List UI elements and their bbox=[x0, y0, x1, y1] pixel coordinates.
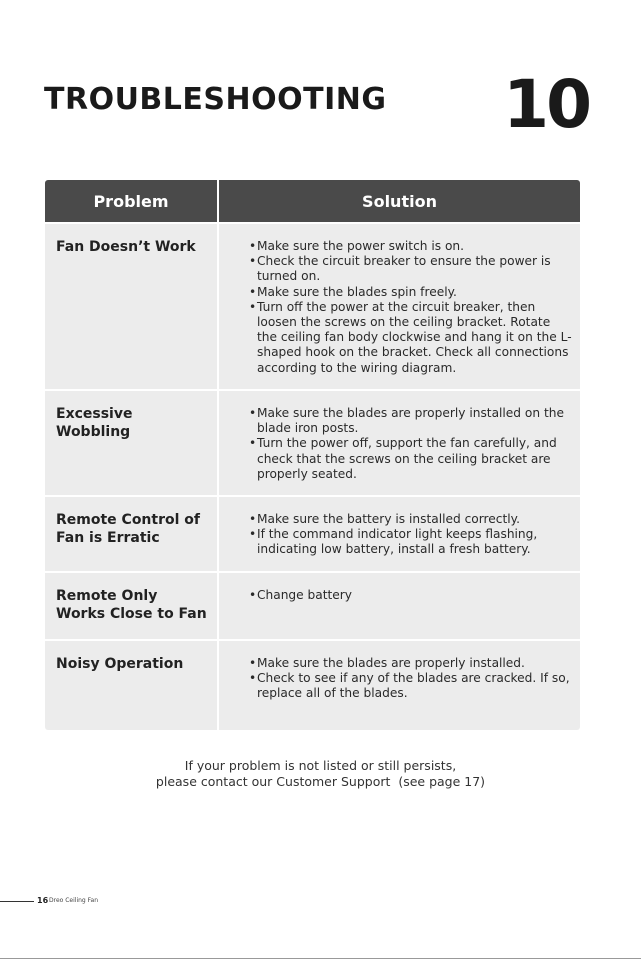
table-row bbox=[45, 224, 580, 389]
solution-list bbox=[219, 391, 580, 482]
solution-item: • Make sure the power switch is on. bbox=[249, 239, 572, 254]
solution-item: • Make sure the battery is installed correctly. bbox=[249, 512, 572, 527]
solution-item: • Change battery bbox=[249, 588, 572, 603]
solution-item: • Check the circuit breaker to ensure the power is turned on. bbox=[249, 254, 572, 284]
page-number: 16 bbox=[37, 896, 49, 905]
solution-item: • Make sure the blades are properly installed. bbox=[249, 656, 572, 671]
page-footer-rule bbox=[0, 901, 34, 902]
solution-list bbox=[219, 497, 580, 558]
problem-label: Excessive Wobbling bbox=[56, 406, 133, 440]
problem-label: Remote Control of Fan is Erratic bbox=[56, 512, 200, 546]
table-header-row bbox=[45, 180, 580, 222]
solution-list bbox=[219, 224, 580, 376]
column-header-problem: Problem bbox=[45, 180, 217, 222]
page-bottom-rule bbox=[0, 958, 641, 959]
solution-item: • Make sure the blades are properly installed on the blade iron posts. bbox=[249, 406, 572, 436]
solution-item: • Make sure the blades spin freely. bbox=[249, 285, 572, 300]
page-title: TROUBLESHOOTING bbox=[44, 82, 387, 117]
table-row bbox=[45, 497, 580, 571]
support-note-line: If your problem is not listed or still persists, bbox=[184, 758, 457, 773]
support-note-line: please contact our Customer Support (see page 17) bbox=[155, 774, 486, 789]
chapter-number: 10 bbox=[503, 66, 589, 143]
problem-label: Remote Only Works Close to Fan bbox=[56, 588, 207, 622]
column-header-solution: Solution bbox=[219, 180, 580, 222]
table-row bbox=[45, 641, 580, 730]
troubleshooting-table bbox=[45, 180, 580, 730]
footer-brand: Dreo Ceiling Fan bbox=[49, 897, 99, 904]
table-row bbox=[45, 391, 580, 495]
problem-label: Noisy Operation bbox=[56, 656, 184, 672]
solution-item: • Turn off the power at the circuit breaker, then loosen the screws on the ceiling bracket. Rotate the ceiling fan body clockwise and hang it on the L-shaped hook on the bracket. Check all connections according to the wiring diagram. bbox=[249, 300, 572, 376]
solution-list bbox=[219, 573, 580, 603]
problem-label: Fan Doesn’t Work bbox=[56, 239, 196, 255]
support-note bbox=[0, 758, 641, 790]
solution-list bbox=[219, 641, 580, 702]
solution-item: • If the command indicator light keeps flashing, indicating low battery, install a fresh battery. bbox=[249, 527, 572, 557]
table-row bbox=[45, 573, 580, 639]
solution-item: • Check to see if any of the blades are cracked. If so, replace all of the blades. bbox=[249, 671, 572, 701]
solution-item: • Turn the power off, support the fan carefully, and check that the screws on the ceiling bracket are properly seated. bbox=[249, 436, 572, 482]
